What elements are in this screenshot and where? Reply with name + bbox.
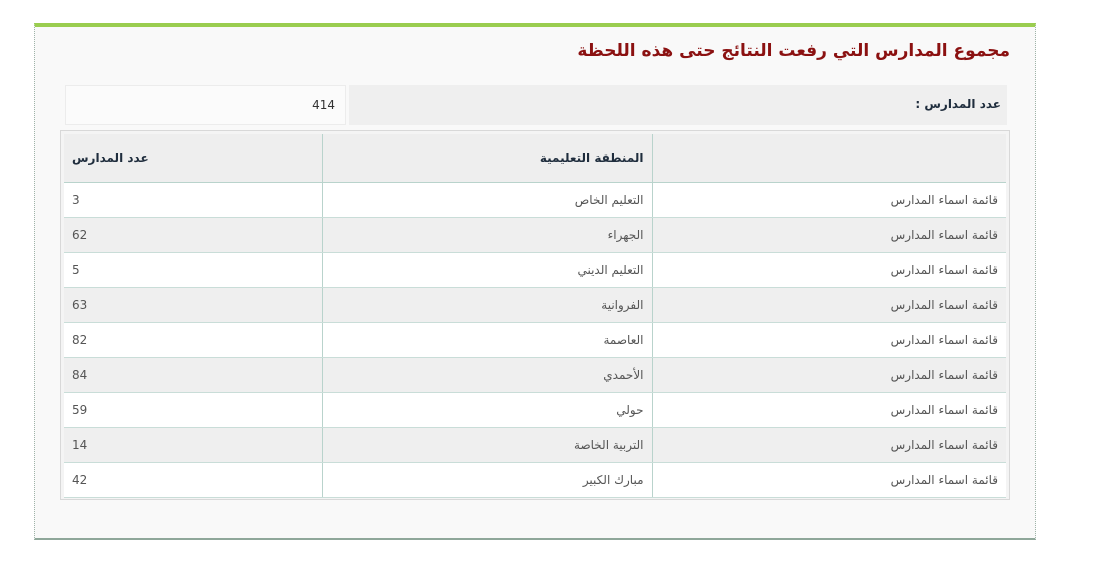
count-cell: 63	[64, 288, 322, 323]
table-row	[64, 323, 1006, 358]
table-row	[64, 428, 1006, 463]
header-region: المنطقة التعليمية	[322, 134, 652, 183]
school-list-link[interactable]: قائمة اسماء المدارس	[652, 323, 1006, 358]
table-row	[64, 218, 1006, 253]
count-cell: 5	[64, 253, 322, 288]
region-cell: التربية الخاصة	[322, 428, 652, 463]
school-list-link[interactable]: قائمة اسماء المدارس	[652, 358, 1006, 393]
school-list-link[interactable]: قائمة اسماء المدارس	[652, 218, 1006, 253]
region-cell: العاصمة	[322, 323, 652, 358]
panel-title: مجموع المدارس التي رفعت النتائج حتى هذه اللحظة	[577, 41, 1010, 61]
table-row	[64, 463, 1006, 498]
count-cell: 82	[64, 323, 322, 358]
count-cell: 84	[64, 358, 322, 393]
schools-table-container	[60, 130, 1010, 500]
count-cell: 42	[64, 463, 322, 498]
region-cell: الفروانية	[322, 288, 652, 323]
header-link-column	[652, 134, 1006, 183]
count-cell: 3	[64, 183, 322, 218]
summary-value-cell	[65, 85, 346, 125]
summary-value: 414	[312, 98, 335, 112]
count-cell: 59	[64, 393, 322, 428]
region-cell: الأحمدي	[322, 358, 652, 393]
schools-table	[64, 134, 1006, 498]
count-cell: 14	[64, 428, 322, 463]
school-list-link[interactable]: قائمة اسماء المدارس	[652, 253, 1006, 288]
school-list-link[interactable]: قائمة اسماء المدارس	[652, 393, 1006, 428]
table-row	[64, 183, 1006, 218]
region-cell: التعليم الخاص	[322, 183, 652, 218]
region-cell: الجهراء	[322, 218, 652, 253]
school-count-summary	[65, 85, 1007, 125]
summary-label: عدد المدارس :	[915, 97, 1001, 111]
table-row	[64, 288, 1006, 323]
table-row	[64, 253, 1006, 288]
region-cell: مبارك الكبير	[322, 463, 652, 498]
school-list-link[interactable]: قائمة اسماء المدارس	[652, 288, 1006, 323]
school-list-link[interactable]: قائمة اسماء المدارس	[652, 183, 1006, 218]
table-header-row	[64, 134, 1006, 183]
region-cell: التعليم الديني	[322, 253, 652, 288]
count-cell: 62	[64, 218, 322, 253]
table-row	[64, 358, 1006, 393]
summary-label-cell	[349, 85, 1007, 125]
school-list-link[interactable]: قائمة اسماء المدارس	[652, 463, 1006, 498]
results-panel	[34, 23, 1036, 540]
header-school-count: عدد المدارس	[64, 134, 322, 183]
school-list-link[interactable]: قائمة اسماء المدارس	[652, 428, 1006, 463]
table-row	[64, 393, 1006, 428]
region-cell: حولي	[322, 393, 652, 428]
